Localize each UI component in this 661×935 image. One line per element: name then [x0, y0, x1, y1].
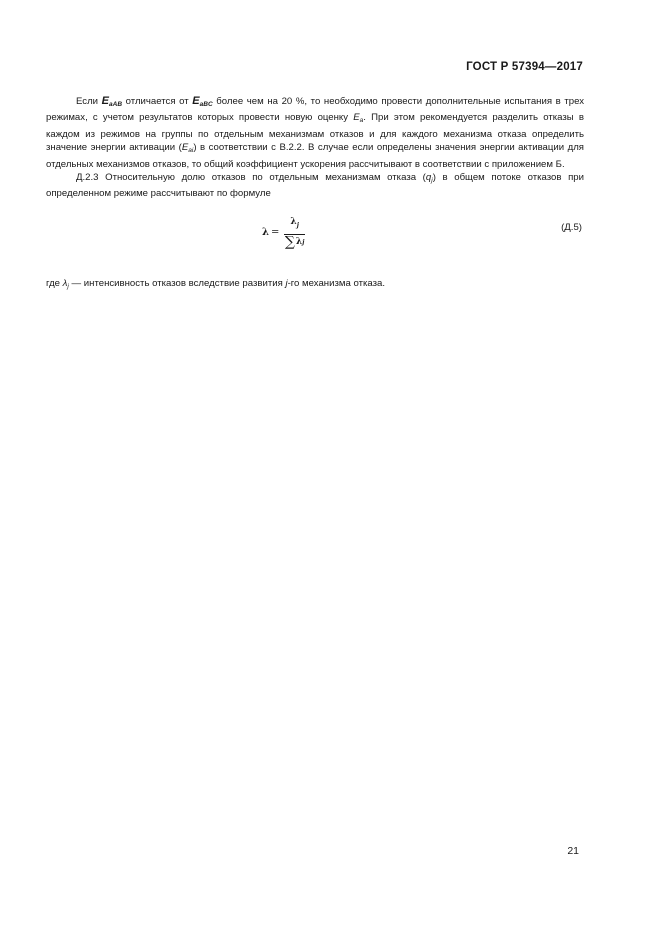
paragraph-text: отличается от [122, 96, 193, 107]
equation-number: (Д.5) [561, 221, 582, 233]
paragraph-text: более чем на 20 %, то необходимо провести дополнительные испытания в трех режимах, с учетом результатов которых провести новую оценку [46, 96, 584, 124]
symbol-e-abc: $E_{aBC}$ [192, 95, 213, 108]
page-content [46, 95, 584, 293]
formula-lhs: λ [262, 227, 270, 239]
paragraph-text: ) в общем потоке отказов при определенном режиме рассчитывают по формуле [46, 172, 585, 200]
paragraph-text: ) в соответствии с В.2.2. В случае если определены значения энергии активации для отдельных механизмов отказов, то общий коэффициент ускорения рассчитывают в соответствии с приложением Б. [46, 142, 584, 170]
symbol-e-ai: $E_{ai}$ [181, 142, 194, 155]
symbol-q-j: $q_j$ [425, 172, 433, 185]
paragraph-d23 [46, 171, 584, 201]
document-code: ГОСТ Р 57394—2017 [466, 61, 583, 73]
paragraph-text: -го механизма отказа. [287, 277, 386, 289]
symbol-j: j [285, 277, 288, 289]
paragraph-text: . При этом рекомендуется разделить отказы в каждом из режимов на группы по отдельным механизмам отказов и для каждого механизма отказа определить значение энергии активации ( [46, 112, 584, 154]
paragraph-text: Д.2.3 Относительную долю отказов по отдельным механизмам отказа ( [76, 172, 426, 184]
paragraph-activation-energy [46, 95, 584, 171]
formula-block [46, 213, 584, 257]
formula-numerator: $\lambda_j$ [284, 216, 304, 234]
formula-denominator: ∑ λ j [284, 233, 305, 250]
symbol-lambda-j: $\lambda_j$ [62, 277, 69, 290]
paragraph-where [46, 277, 584, 293]
formula-fraction [284, 216, 304, 249]
formula-equals: = [271, 227, 280, 239]
symbol-e-aab: $E_{aAB}$ [101, 95, 123, 108]
paragraph-text: где [46, 277, 63, 289]
paragraph-text: — интенсивность отказов вследствие развития [68, 277, 286, 289]
paragraph-text: Если [76, 96, 102, 107]
formula-d5 [262, 213, 305, 253]
sigma-symbol: ∑ [284, 233, 295, 250]
symbol-e-a: $E_a$ [353, 112, 364, 125]
page-number: 21 [567, 845, 579, 857]
